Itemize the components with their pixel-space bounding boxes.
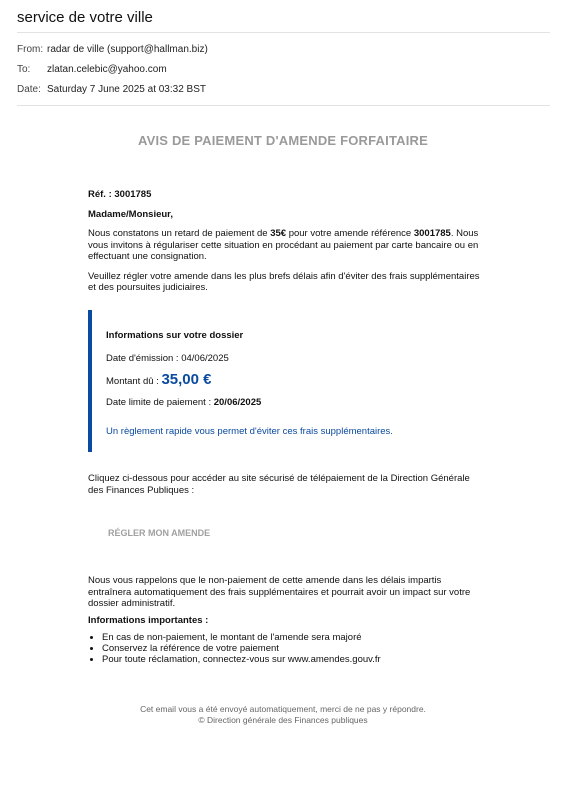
notice-body (88, 189, 480, 302)
para1-part-b: pour votre amende référence (286, 228, 414, 239)
dossier-info-box (88, 310, 484, 452)
from-row (17, 39, 550, 59)
cta-text: Cliquez ci-dessous pour accéder au site sécurisé de télépaiement de la Direction Générale des Finances Publiques : (88, 473, 470, 496)
amount-row (106, 371, 212, 388)
reference: Réf. : 3001785 (88, 189, 152, 200)
para1-part-a: Nous constatons un retard de paiement de (88, 228, 271, 239)
date-label: Date: (17, 83, 41, 95)
email-subject: service de votre ville (17, 9, 153, 26)
list-item: • En cas de non-paiement, le montant de l'amende sera majoré (102, 632, 381, 643)
email-headers (17, 32, 550, 106)
to-label: To: (17, 63, 31, 75)
issue-date-value: 04/06/2025 (181, 353, 229, 364)
from-label: From: (17, 43, 44, 55)
issue-date-label: Date d'émission : (106, 353, 182, 364)
email-footer (0, 704, 566, 726)
issue-date-row (106, 353, 229, 364)
para1-reference: 3001785 (413, 228, 451, 239)
dossier-info-title: Informations sur votre dossier (106, 330, 244, 341)
amount-label: Montant dû : (106, 376, 162, 387)
deadline-label: Date limite de paiement : (106, 397, 214, 408)
to-row (17, 59, 550, 79)
pay-fine-button[interactable]: RÉGLER MON AMENDE (108, 528, 211, 538)
deadline-value: 20/06/2025 (213, 397, 262, 408)
important-info-title: Informations importantes : (88, 615, 209, 626)
paragraph-late-payment (88, 228, 480, 263)
salutation: Madame/Monsieur, (88, 208, 173, 220)
amount-value: 35,00 € (161, 371, 212, 388)
from-value[interactable]: radar de ville (support@hallman.biz) (47, 43, 208, 55)
para1-amount: 35€ (270, 228, 287, 239)
list-item: • Pour toute réclamation, connectez-vous sur www.amendes.gouv.fr (102, 654, 381, 665)
dossier-info-note: Un règlement rapide vous permet d'éviter ces frais supplémentaires. (106, 426, 393, 437)
important-info-list (88, 632, 381, 665)
reminder-paragraph: Nous vous rappelons que le non-paiement de cette amende dans les délais impartis entraînera automatiquement des frais supplémentaires et pourrait avoir un impact sur votre dossier administratif. (88, 575, 471, 609)
notice-title: AVIS DE PAIEMENT D'AMENDE FORFAITAIRE (137, 133, 428, 148)
deadline-row (106, 397, 261, 408)
list-item: • Conservez la référence de votre paiement (102, 643, 381, 654)
footer-line-auto: Cet email vous a été envoyé automatiquement, merci de ne pas y répondre. (140, 704, 426, 714)
para1-part-c: . Nous vous invitons à régulariser cette situation en procédant au paiement par carte bancaire ou en effectuant une consignation. (88, 228, 479, 262)
to-value[interactable]: zlatan.celebic@yahoo.com (47, 63, 167, 75)
paragraph-settle: Veuillez régler votre amende dans les plus brefs délais afin d'éviter des frais supplémentaires et des poursuites judiciaires. (88, 270, 480, 293)
footer-line-copyright: © Direction générale des Finances publiques (198, 715, 368, 725)
date-row (17, 79, 550, 99)
date-value: Saturday 7 June 2025 at 03:32 BST (47, 83, 206, 95)
